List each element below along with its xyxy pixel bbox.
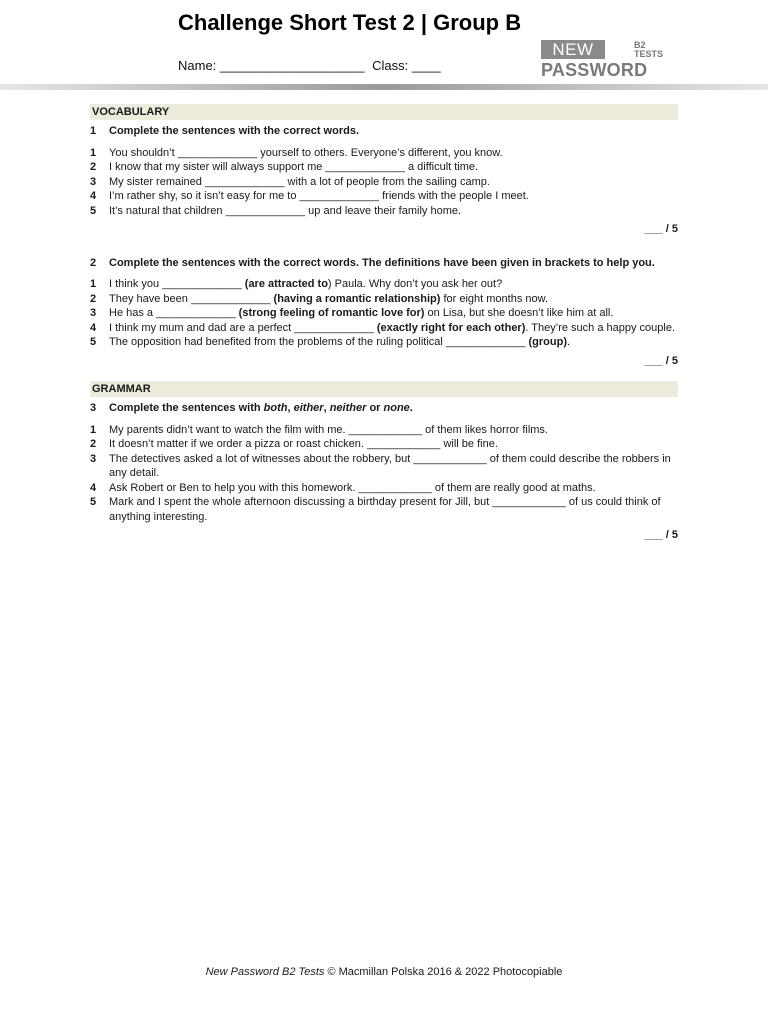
definition-hint: (exactly right for each other) [376, 321, 526, 334]
item-number: 2 [90, 161, 97, 173]
definition-hint: (strong feeling of romantic love for) [238, 307, 425, 319]
list-item [90, 175, 678, 190]
item-text: It’s natural that children _____________ up and leave their family home. [109, 204, 462, 217]
list-item [90, 423, 678, 438]
task-number: 1 [90, 125, 97, 137]
item-number: 1 [90, 146, 97, 159]
list-item [90, 481, 678, 496]
name-field-label: Name: ____________________ [178, 58, 365, 73]
test-content [90, 104, 678, 543]
footer-publication: New Password B2 Tests [205, 966, 325, 978]
list-item [90, 146, 678, 161]
list-item [90, 277, 678, 292]
task-1-score: ___ / 5 [644, 223, 678, 235]
list-item [90, 160, 678, 175]
item-text: You shouldn’t _____________ yourself to others. Everyone’s different, you know. [109, 146, 503, 159]
item-text: Ask Robert or Ben to help you with this homework. ____________ of them are really good at maths. [109, 481, 596, 494]
logo-tests: TESTS [634, 49, 664, 59]
footer-copyright [0, 966, 768, 978]
item-text: He has a _____________ (strong feeling of romantic love for) on Lisa, but she doesn’t like him at all. [109, 307, 614, 319]
list-item [90, 204, 678, 219]
task-number: 3 [90, 402, 97, 414]
item-text: I think you _____________ (are attracted to) Paula. Why don’t you ask her out? [109, 278, 503, 290]
task-2-score: ___ / 5 [644, 354, 678, 367]
item-text: The detectives asked a lot of witnesses about the robbery, but ____________ of them could describe the robbers in any detail. [109, 452, 671, 479]
logo-new: NEW [541, 40, 605, 59]
item-text: I know that my sister will always support me _____________ a difficult time. [109, 161, 479, 173]
test-title: Challenge Short Test 2 | Group B [178, 10, 522, 35]
class-field-label: Class: ____ [372, 58, 441, 73]
item-number: 1 [90, 423, 97, 436]
item-number: 2 [90, 438, 97, 450]
item-number: 2 [90, 292, 97, 305]
item-text: Mark and I spent the whole afternoon discussing a birthday present for Jill, but ____________ of us could think of anything interesting. [109, 496, 661, 523]
item-number: 5 [90, 336, 97, 348]
item-text: My sister remained _____________ with a lot of people from the sailing camp. [109, 175, 490, 188]
list-item [90, 452, 678, 481]
item-text: My parents didn’t want to watch the film with me. ____________ of them likes horror films. [109, 423, 548, 436]
footer-notice: © Macmillan Polska 2016 & 2022 Photocopiable [324, 966, 563, 978]
item-number: 3 [90, 452, 97, 465]
task-2-instruction [90, 256, 678, 271]
vocabulary-heading: VOCABULARY [90, 104, 678, 120]
name-class-line [178, 58, 441, 73]
task-3-score: ___ / 5 [644, 529, 678, 541]
item-text: It doesn’t matter if we order a pizza or roast chicken. ____________ will be fine. [109, 438, 498, 450]
item-text: I think my mum and dad are a perfect _____________ (exactly right for each other). They’re such a happy couple. [109, 321, 676, 334]
instruction-text: Complete the sentences with both, either, neither or none. [109, 402, 413, 414]
task-number: 2 [90, 256, 97, 269]
list-item [90, 321, 678, 336]
instruction-text: Complete the sentences with the correct words. [109, 125, 360, 137]
definition-hint: (group) [528, 336, 567, 348]
item-text: They have been _____________ (having a romantic relationship) for eight months now. [109, 292, 549, 305]
list-item [90, 189, 678, 204]
task-1-items [90, 146, 678, 219]
task-2-items [90, 277, 678, 350]
item-text: The opposition had benefited from the problems of the ruling political _____________ (group). [109, 336, 571, 348]
item-number: 1 [90, 278, 97, 290]
item-number: 4 [90, 481, 97, 494]
item-text: I’m rather shy, so it isn’t easy for me to _____________ friends with the people I meet. [109, 190, 529, 202]
definition-hint: (are attracted to [244, 278, 328, 290]
list-item [90, 335, 678, 350]
item-number: 3 [90, 175, 97, 188]
list-item [90, 306, 678, 321]
list-item [90, 292, 678, 307]
definition-hint: (having a romantic relationship) [273, 292, 441, 305]
logo-password: PASSWORD [541, 60, 648, 80]
logo-b2: B2 [634, 40, 646, 50]
item-number: 4 [90, 321, 97, 334]
item-number: 5 [90, 496, 97, 508]
grammar-heading: GRAMMAR [90, 381, 678, 397]
new-password-logo [541, 40, 671, 80]
item-number: 3 [90, 307, 97, 319]
instruction-text: Complete the sentences with the correct words. The definitions have been given in brackets to help you. [109, 256, 655, 269]
task-1-instruction [90, 124, 678, 139]
list-item [90, 495, 678, 524]
list-item [90, 437, 678, 452]
task-3-items [90, 423, 678, 525]
item-number: 4 [90, 190, 97, 202]
header-divider [0, 84, 768, 90]
task-3-instruction [90, 401, 678, 416]
item-number: 5 [90, 204, 97, 217]
